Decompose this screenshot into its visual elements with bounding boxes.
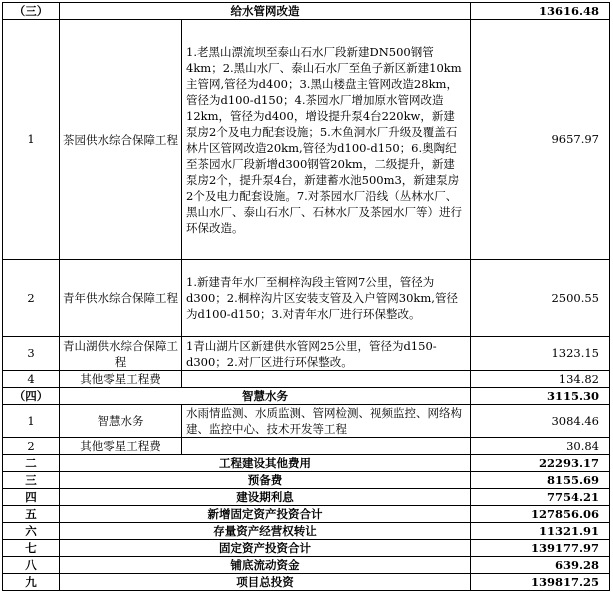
- summary-index: 六: [3, 523, 60, 540]
- item-amount: 30.84: [471, 438, 610, 455]
- summary-index: 八: [3, 557, 60, 574]
- item-index: 2: [3, 260, 60, 337]
- summary-row: [3, 455, 610, 472]
- table-row: [3, 371, 610, 388]
- summary-title: 预备费: [60, 472, 471, 489]
- summary-amount: 639.28: [471, 557, 610, 574]
- summary-amount: 8155.69: [471, 472, 610, 489]
- item-amount: 3084.46: [471, 405, 610, 438]
- summary-row: [3, 472, 610, 489]
- table-row: [3, 438, 610, 455]
- summary-index: 九: [3, 574, 60, 591]
- item-name: 茶园供水综合保障工程: [60, 20, 182, 260]
- summary-title: 工程建设其他费用: [60, 455, 471, 472]
- summary-title: 项目总投资: [60, 574, 471, 591]
- item-index: 2: [3, 438, 60, 455]
- summary-amount: 139177.97: [471, 540, 610, 557]
- item-description: [182, 438, 471, 455]
- section-row: [3, 388, 610, 405]
- summary-index: 五: [3, 506, 60, 523]
- item-description: [182, 371, 471, 388]
- item-amount: 2500.55: [471, 260, 610, 337]
- table-row: [3, 405, 610, 438]
- item-description: 1.老黑山漂流坝至泰山石水厂段新建DN500钢管4km；2.黑山水厂、泰山石水厂至鱼子新区新建10km主管网,管径为d400；3.黑山楼盘主管网改造28km，管径为d100-d150；4.茶园水厂增加原水管网改造12km，管径为d400，增设提升泵4台220kw，新建泵房2个及电力配套设施；5.木鱼洞水厂升级及覆盖石林片区管网改造20km,管径为d100-d150；6.奥陶纪至茶园水厂段新增d300钢管20km，二级提升，新建泵房2个，提升泵4台，新建蓄水池500m3，新建泵房2个及电力配套设施。7.对茶园水厂沿线（丛林水厂、黑山水厂、泰山石水厂、石林水厂及茶园水厂等）进行环保改造。: [182, 20, 471, 260]
- section-amount: 13616.48: [471, 3, 610, 20]
- item-description: 水雨情监测、水质监测、管网检测、视频监控、网络构建、监控中心、技术开发等工程: [182, 405, 471, 438]
- summary-row: [3, 574, 610, 591]
- item-index: 4: [3, 371, 60, 388]
- summary-row: [3, 540, 610, 557]
- summary-title: 存量资产经营权转让: [60, 523, 471, 540]
- item-amount: 1323.15: [471, 337, 610, 371]
- table-row: [3, 260, 610, 337]
- table-row: [3, 20, 610, 260]
- section-index: （三）: [3, 3, 60, 20]
- summary-row: [3, 523, 610, 540]
- summary-title: 铺底流动资金: [60, 557, 471, 574]
- summary-amount: 127856.06: [471, 506, 610, 523]
- summary-title: 新增固定资产投资合计: [60, 506, 471, 523]
- summary-title: 建设期利息: [60, 489, 471, 506]
- item-name: 智慧水务: [60, 405, 182, 438]
- summary-index: 二: [3, 455, 60, 472]
- item-index: 1: [3, 405, 60, 438]
- item-index: 3: [3, 337, 60, 371]
- item-name: 其他零星工程费: [60, 371, 182, 388]
- item-description: 1.新建青年水厂至桐梓沟段主管网7公里，管径为d300；2.桐梓沟片区安装支管及入户管网30km,管径为d100-d150；3.对青年水厂进行环保整改。: [182, 260, 471, 337]
- item-index: 1: [3, 20, 60, 260]
- section-title: 给水管网改造: [60, 3, 471, 20]
- item-name: 青山湖供水综合保障工程: [60, 337, 182, 371]
- summary-amount: 7754.21: [471, 489, 610, 506]
- item-name: 青年供水综合保障工程: [60, 260, 182, 337]
- summary-index: 三: [3, 472, 60, 489]
- item-amount: 9657.97: [471, 20, 610, 260]
- summary-amount: 139817.25: [471, 574, 610, 591]
- section-title: 智慧水务: [60, 388, 471, 405]
- item-description: 1青山湖片区新建供水管网25公里，管径为d150-d300；2.对厂区进行环保整改。: [182, 337, 471, 371]
- summary-index: 四: [3, 489, 60, 506]
- item-amount: 134.82: [471, 371, 610, 388]
- summary-index: 七: [3, 540, 60, 557]
- summary-row: [3, 489, 610, 506]
- summary-row: [3, 506, 610, 523]
- table-row: [3, 337, 610, 371]
- summary-amount: 22293.17: [471, 455, 610, 472]
- summary-amount: 11321.91: [471, 523, 610, 540]
- section-index: （四）: [3, 388, 60, 405]
- item-name: 其他零星工程费: [60, 438, 182, 455]
- investment-table: [2, 2, 610, 591]
- summary-row: [3, 557, 610, 574]
- summary-title: 固定资产投资合计: [60, 540, 471, 557]
- section-row: [3, 3, 610, 20]
- section-amount: 3115.30: [471, 388, 610, 405]
